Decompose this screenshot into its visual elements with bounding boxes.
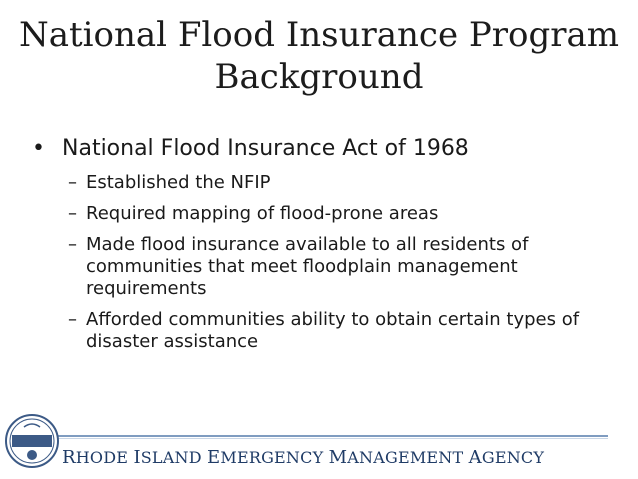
title-line-1: National Flood Insurance Program [18, 15, 620, 55]
sub-item [30, 234, 630, 300]
sub-item-text: Established the NFIP [86, 172, 271, 193]
sub-item-text: Required mapping of flood-prone areas [86, 203, 439, 224]
title-line-2: Background [214, 57, 424, 97]
agency-seal-icon [4, 413, 60, 469]
agency-cap: I [133, 447, 141, 468]
sub-item [30, 309, 630, 353]
dash-icon: – [68, 172, 77, 193]
slide-body [30, 134, 630, 362]
bullet-icon: • [32, 136, 45, 161]
agency-name [62, 447, 544, 468]
agency-cap: R [62, 447, 76, 468]
sub-item [30, 203, 630, 225]
sub-item-text: Made flood insurance available to all residents of communities that meet floodplain management requirements [86, 234, 529, 299]
bullet-text: National Flood Insurance Act of 1968 [62, 136, 469, 161]
agency-rest: MERGENCY [220, 448, 329, 467]
slide-title [0, 14, 638, 98]
agency-cap: E [207, 447, 221, 468]
sub-item [30, 172, 630, 194]
bullet-item [30, 134, 630, 164]
footer-rule [50, 435, 608, 437]
agency-cap: A [468, 447, 482, 468]
dash-icon: – [68, 234, 77, 255]
footer-rule-shadow [50, 438, 608, 439]
agency-rest: GENCY [481, 448, 545, 467]
dash-icon: – [68, 309, 77, 330]
sub-item-text: Afforded communities ability to obtain certain types of disaster assistance [86, 309, 580, 352]
agency-cap: M [328, 447, 348, 468]
dash-icon: – [68, 203, 77, 224]
agency-rest: HODE [75, 448, 134, 467]
agency-rest: SLAND [140, 448, 208, 467]
agency-rest: ANAGEMENT [347, 448, 469, 467]
